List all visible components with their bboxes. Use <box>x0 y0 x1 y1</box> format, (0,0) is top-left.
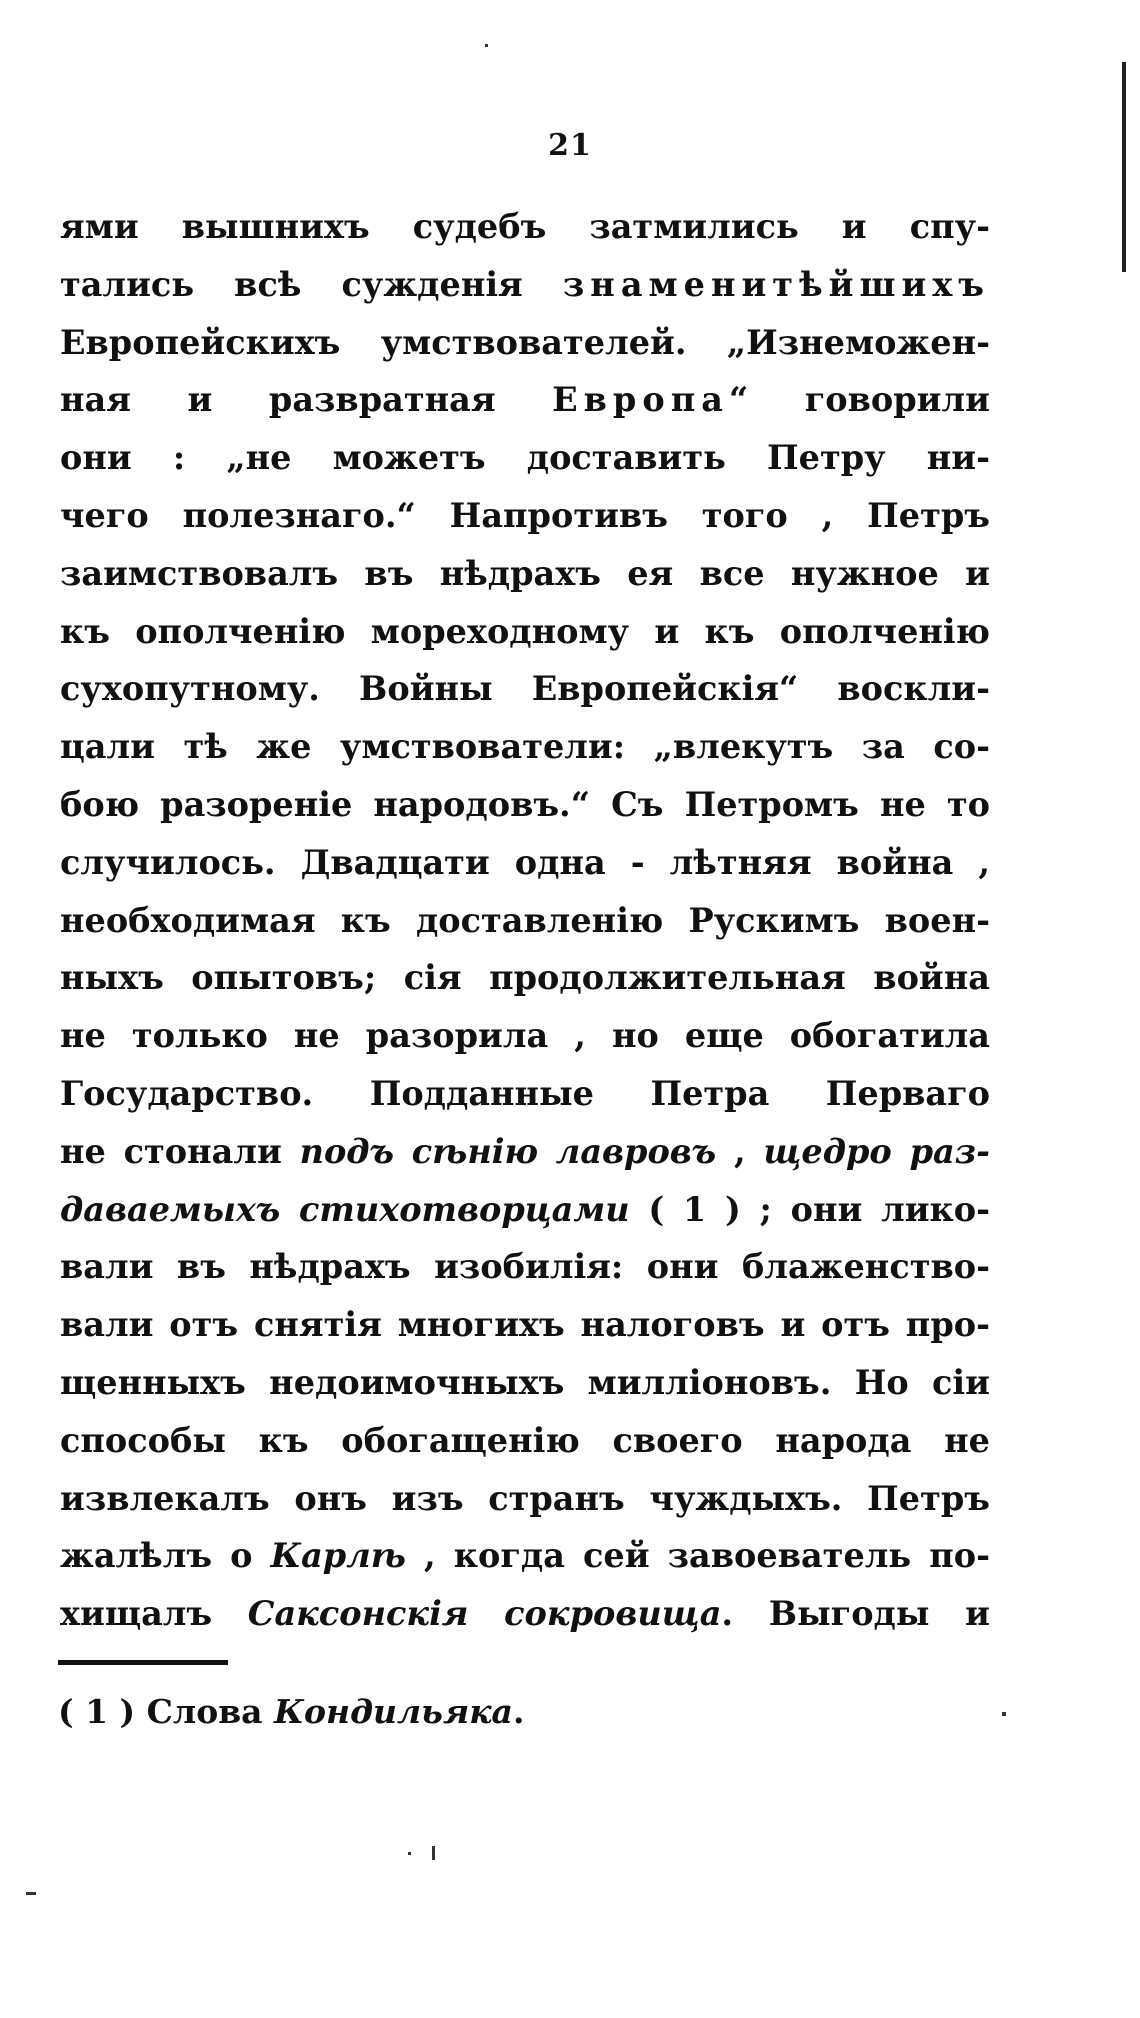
text-line <box>60 1354 990 1412</box>
text-line <box>60 371 990 429</box>
text-run: способы къ обогащенію своего народа не <box>60 1420 990 1460</box>
text-line <box>60 1470 990 1528</box>
text-line <box>60 949 990 1007</box>
print-speck <box>1002 1712 1006 1716</box>
text-run: они : „не можетъ доставить Петру ни- <box>60 438 990 478</box>
text-run: не стонали <box>60 1131 300 1171</box>
text-run: не только не разорила , но еще обогатила <box>60 1016 990 1056</box>
italic-run: щедро раз- <box>763 1131 990 1171</box>
text-line <box>60 776 990 834</box>
text-run: ( 1 ) ; они лико- <box>629 1189 990 1229</box>
print-speck <box>408 1852 411 1855</box>
text-run: заимствовалъ въ нѣдрахъ ея все нужное и <box>60 553 990 593</box>
text-run: Государство. Подданные Петра Перваго <box>60 1073 990 1113</box>
text-line <box>60 1065 990 1123</box>
print-speck <box>26 1892 36 1895</box>
text-line <box>60 1296 990 1354</box>
text-line <box>60 1123 990 1181</box>
italic-run: Кондильяка <box>274 1692 513 1731</box>
body-text <box>60 198 990 1643</box>
text-line <box>60 1412 990 1470</box>
text-line <box>60 487 990 545</box>
print-speck <box>432 1846 435 1860</box>
page-number: 21 <box>548 128 592 163</box>
text-line <box>60 892 990 950</box>
text-run: жалѣлъ о <box>60 1536 271 1576</box>
text-line <box>60 1527 990 1585</box>
text-line <box>60 256 990 314</box>
text-run: . Выгоды и <box>721 1594 990 1634</box>
text-run: чего полезнаго.“ Напротивъ того , Петръ <box>60 495 990 535</box>
text-run: извлекалъ онъ изъ странъ чуждыхъ. Петръ <box>60 1478 990 1518</box>
text-line <box>60 1238 990 1296</box>
print-speck <box>485 44 488 47</box>
text-run: къ ополченію мореходному и къ ополченію <box>60 611 990 651</box>
text-run: , когда сей завоеватель по- <box>405 1536 990 1576</box>
text-line <box>60 1181 990 1239</box>
text-run: тались всѣ сужденія <box>60 264 563 304</box>
italic-run: Саксонскія сокровища <box>247 1594 722 1634</box>
text-line <box>60 1585 990 1643</box>
text-run: “ говорили <box>728 380 990 420</box>
text-line <box>60 718 990 776</box>
spaced-run: знаменитѣйшихъ <box>562 264 990 304</box>
text-run: ная и развратная <box>60 380 553 420</box>
text-run: щенныхъ недоимочныхъ милліоновъ. Но сіи <box>60 1362 990 1402</box>
footnote <box>58 1690 524 1734</box>
text-line <box>60 603 990 661</box>
text-line <box>60 545 990 603</box>
text-line <box>60 1007 990 1065</box>
italic-run: Карлѣ <box>270 1536 406 1576</box>
page-edge-mark <box>1122 62 1126 272</box>
text-run: хищалъ <box>60 1594 248 1634</box>
text-line <box>60 198 990 256</box>
text-line <box>60 834 990 892</box>
text-run: случилось. Двадцати одна - лѣтняя война , <box>60 842 990 882</box>
text-line <box>60 314 990 372</box>
text-run: , <box>716 1131 764 1171</box>
text-run: вали отъ снятія многихъ налоговъ и отъ про- <box>60 1305 990 1345</box>
text-line <box>60 660 990 718</box>
italic-run: даваемыхъ стихотворцами <box>60 1189 630 1229</box>
text-run: вали въ нѣдрахъ изобилія: они блаженство- <box>60 1247 990 1287</box>
text-run: Европейскихъ умствователей. „Изнеможен- <box>60 322 990 362</box>
spaced-run: Европа <box>552 380 729 420</box>
text-run: . <box>512 1692 525 1731</box>
text-run: необходимая къ доставленію Рускимъ воен- <box>60 900 990 940</box>
text-run: сухопутному. Войны Европейскія“ воскли- <box>60 669 990 709</box>
text-line <box>60 429 990 487</box>
text-run: бою разореніе народовъ.“ Съ Петромъ не то <box>60 784 990 824</box>
text-run: цали тѣ же умствователи: „влекутъ за со- <box>60 727 990 767</box>
text-run: ( 1 ) Слова <box>58 1692 274 1731</box>
text-run: ями вышнихъ судебъ затмились и спу- <box>60 207 990 246</box>
footnote-rule <box>58 1660 228 1665</box>
text-run: ныхъ опытовъ; сія продолжительная война <box>60 958 990 998</box>
italic-run: подъ сѣнію лавровъ <box>299 1131 717 1171</box>
